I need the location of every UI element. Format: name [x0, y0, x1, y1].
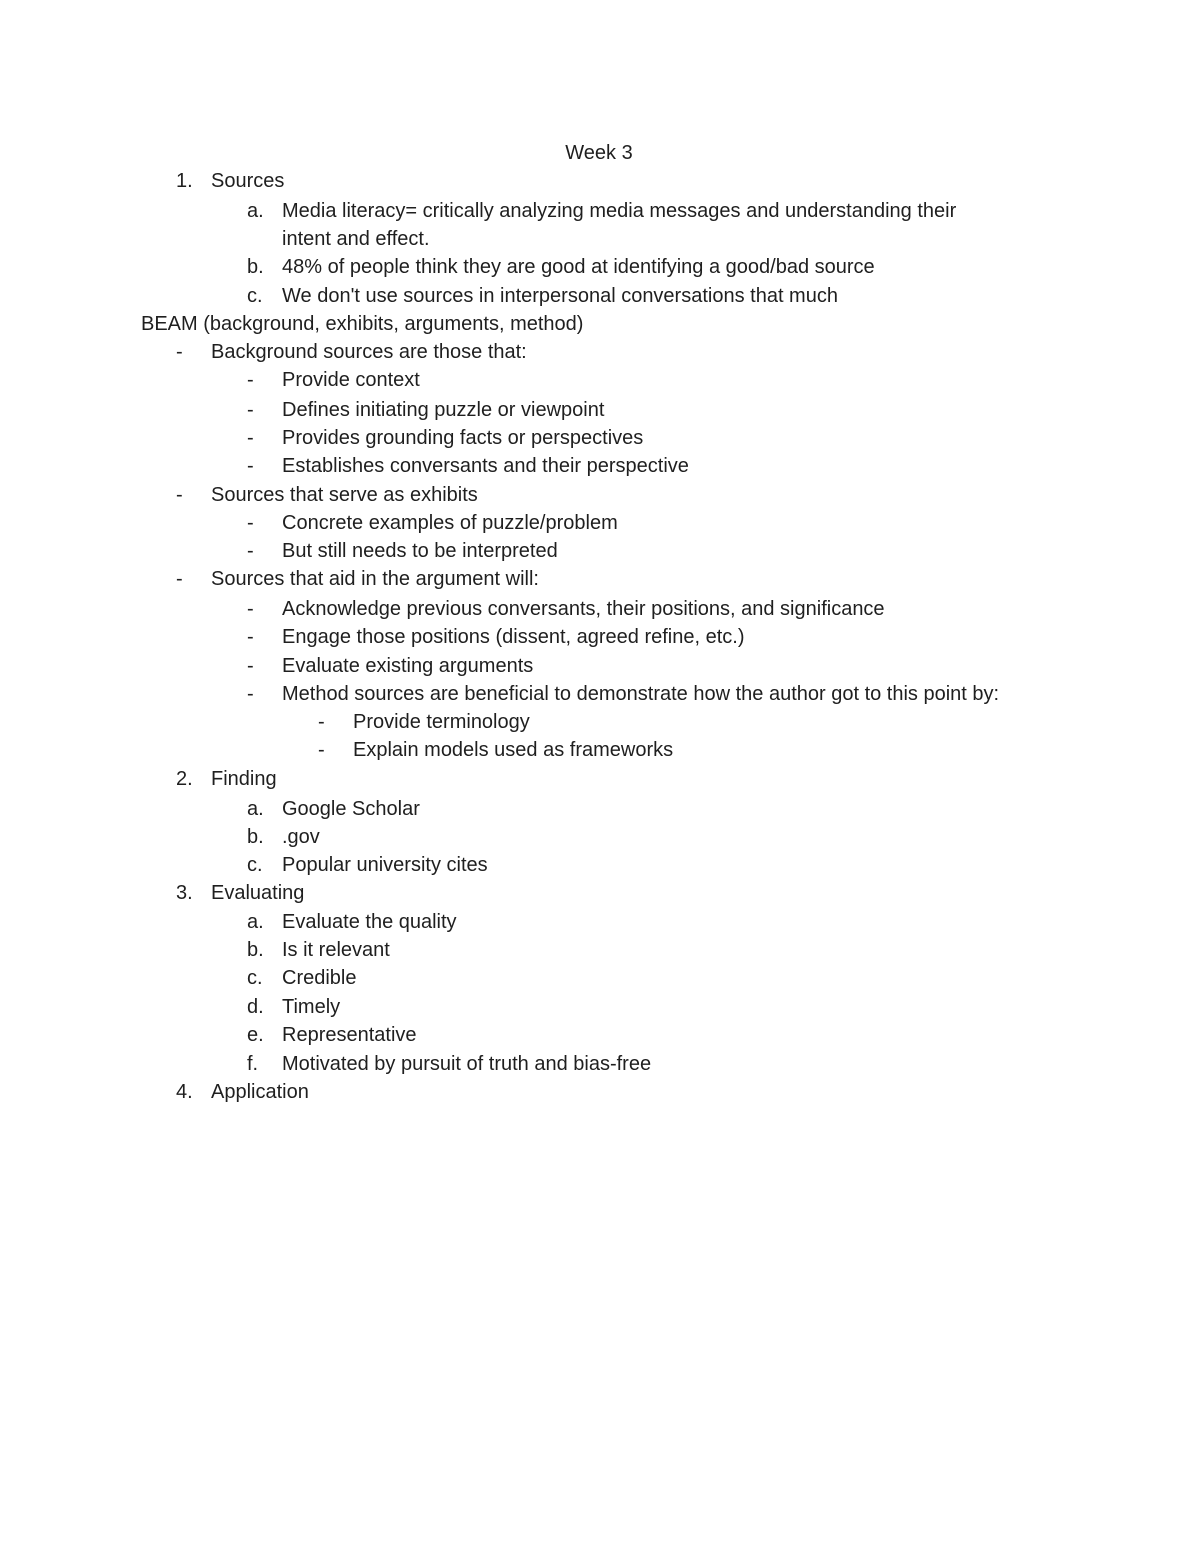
bullet-text: Concrete examples of puzzle/problem	[282, 512, 618, 534]
bullet-text: Method sources are beneficial to demonstrate how the author got to this point by:	[282, 683, 1000, 705]
bullet-text: Sources that aid in the argument will:	[211, 568, 539, 590]
bullet-text: Establishes conversants and their perspective	[282, 455, 689, 477]
list-item-text: Representative	[282, 1024, 417, 1046]
list-marker: a.	[247, 798, 264, 820]
list-marker: b.	[247, 256, 264, 278]
bullet-text: Provide terminology	[353, 711, 530, 733]
dash-bullet: -	[318, 739, 325, 761]
bullet-text: Defines initiating puzzle or viewpoint	[282, 399, 605, 421]
bullet-text: Acknowledge previous conversants, their positions, and significance	[282, 598, 885, 620]
document-title: Week 3	[565, 142, 633, 164]
list-item-text: 48% of people think they are good at identifying a good/bad source	[282, 256, 875, 278]
list-marker: b.	[247, 826, 264, 848]
list-item-text: .gov	[282, 826, 320, 848]
list-marker: c.	[247, 854, 263, 876]
dash-bullet: -	[247, 683, 254, 705]
section-number: 1.	[176, 170, 193, 192]
dash-bullet: -	[247, 655, 254, 677]
list-item-continuation: intent and effect.	[282, 228, 430, 250]
list-item-text: Is it relevant	[282, 939, 390, 961]
bullet-text: Engage those positions (dissent, agreed refine, etc.)	[282, 626, 745, 648]
bullet-text: But still needs to be interpreted	[282, 540, 558, 562]
dash-bullet: -	[247, 399, 254, 421]
dash-bullet: -	[176, 341, 183, 363]
list-item-text: Credible	[282, 967, 357, 989]
list-marker: c.	[247, 285, 263, 307]
bullet-text: Provides grounding facts or perspectives	[282, 427, 644, 449]
list-marker: c.	[247, 967, 263, 989]
list-marker: f.	[247, 1053, 259, 1075]
section-number: 4.	[176, 1081, 193, 1103]
dash-bullet: -	[247, 455, 254, 477]
dash-bullet: -	[176, 568, 183, 590]
bullet-text: Evaluate existing arguments	[282, 655, 534, 677]
dash-bullet: -	[176, 484, 183, 506]
list-item-text: Popular university cites	[282, 854, 488, 876]
bullet-text: Background sources are those that:	[211, 341, 527, 363]
section-number: 3.	[176, 882, 193, 904]
bullet-text: Explain models used as frameworks	[353, 739, 674, 761]
dash-bullet: -	[318, 711, 325, 733]
section-heading-application: Application	[211, 1081, 309, 1103]
list-marker: a.	[247, 911, 264, 933]
list-marker: d.	[247, 996, 264, 1018]
dash-bullet: -	[247, 427, 254, 449]
list-item-text: We don't use sources in interpersonal conversations that much	[282, 285, 838, 307]
section-heading-finding: Finding	[211, 768, 277, 790]
dash-bullet: -	[247, 512, 254, 534]
section-heading-sources: Sources	[211, 170, 285, 192]
section-number: 2.	[176, 768, 193, 790]
list-marker: a.	[247, 200, 264, 222]
list-item-text: Google Scholar	[282, 798, 420, 820]
list-item-text: Motivated by pursuit of truth and bias-free	[282, 1053, 652, 1075]
dash-bullet: -	[247, 626, 254, 648]
section-heading-evaluating: Evaluating	[211, 882, 305, 904]
bullet-text: Sources that serve as exhibits	[211, 484, 478, 506]
dash-bullet: -	[247, 598, 254, 620]
list-marker: e.	[247, 1024, 264, 1046]
dash-bullet: -	[247, 540, 254, 562]
beam-heading: BEAM (background, exhibits, arguments, method)	[141, 313, 584, 335]
list-marker: b.	[247, 939, 264, 961]
dash-bullet: -	[247, 369, 254, 391]
list-item-text: Media literacy= critically analyzing media messages and understanding their	[282, 200, 957, 222]
list-item-text: Timely	[282, 996, 341, 1018]
list-item-text: Evaluate the quality	[282, 911, 457, 933]
bullet-text: Provide context	[282, 369, 420, 391]
